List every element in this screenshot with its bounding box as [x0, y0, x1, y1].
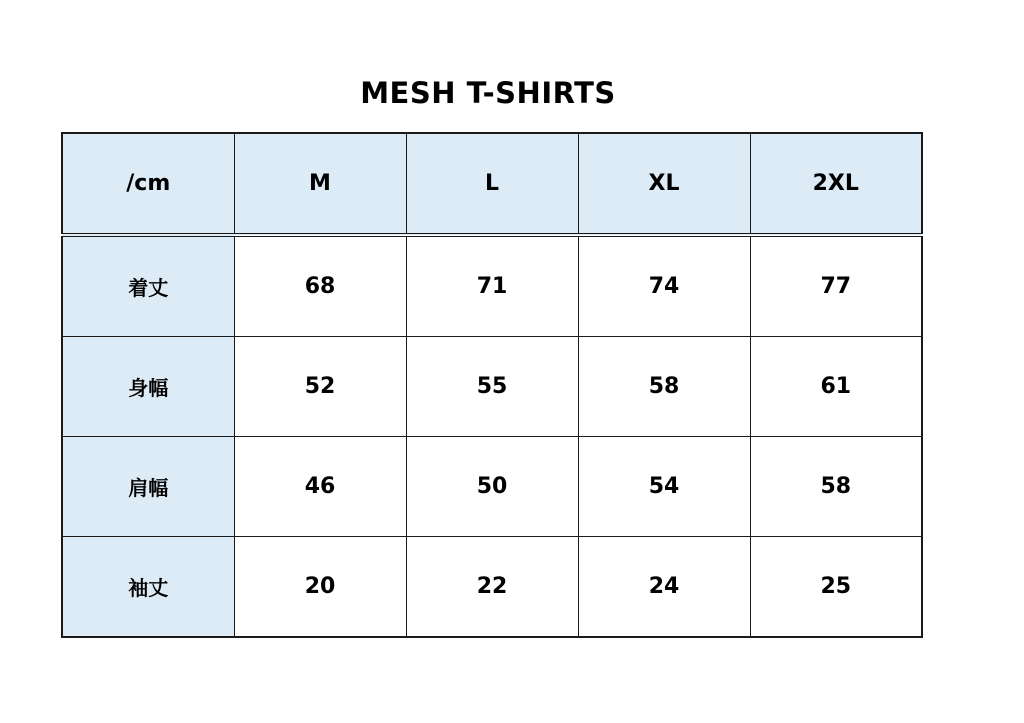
- table-header-row: [62, 133, 922, 235]
- row-label-shoulder: 肩幅: [62, 437, 234, 537]
- table-cell: 58: [578, 337, 750, 437]
- row-label-length: 着丈: [62, 235, 234, 337]
- table-cell: 46: [234, 437, 406, 537]
- table-cell: 68: [234, 235, 406, 337]
- column-header-xl: XL: [578, 133, 750, 235]
- column-header-l: L: [406, 133, 578, 235]
- table-cell: 25: [750, 537, 922, 638]
- column-header-m: M: [234, 133, 406, 235]
- table-cell: 74: [578, 235, 750, 337]
- table-cell: 71: [406, 235, 578, 337]
- table-cell: 50: [406, 437, 578, 537]
- row-label-sleeve: 袖丈: [62, 537, 234, 638]
- table-cell: 54: [578, 437, 750, 537]
- table-cell: 20: [234, 537, 406, 638]
- page-title: MESH T-SHIRTS: [360, 76, 616, 110]
- table-cell: 55: [406, 337, 578, 437]
- table-cell: 61: [750, 337, 922, 437]
- table-cell: 52: [234, 337, 406, 437]
- table-cell: 58: [750, 437, 922, 537]
- size-chart-table: [61, 132, 923, 638]
- table-row: [62, 235, 922, 337]
- row-label-width: 身幅: [62, 337, 234, 437]
- column-header-2xl: 2XL: [750, 133, 922, 235]
- table-row: [62, 437, 922, 537]
- table-cell: 77: [750, 235, 922, 337]
- unit-header-cell: /cm: [62, 133, 234, 235]
- table-row: [62, 337, 922, 437]
- table-cell: 24: [578, 537, 750, 638]
- table-row: [62, 537, 922, 638]
- table-cell: 22: [406, 537, 578, 638]
